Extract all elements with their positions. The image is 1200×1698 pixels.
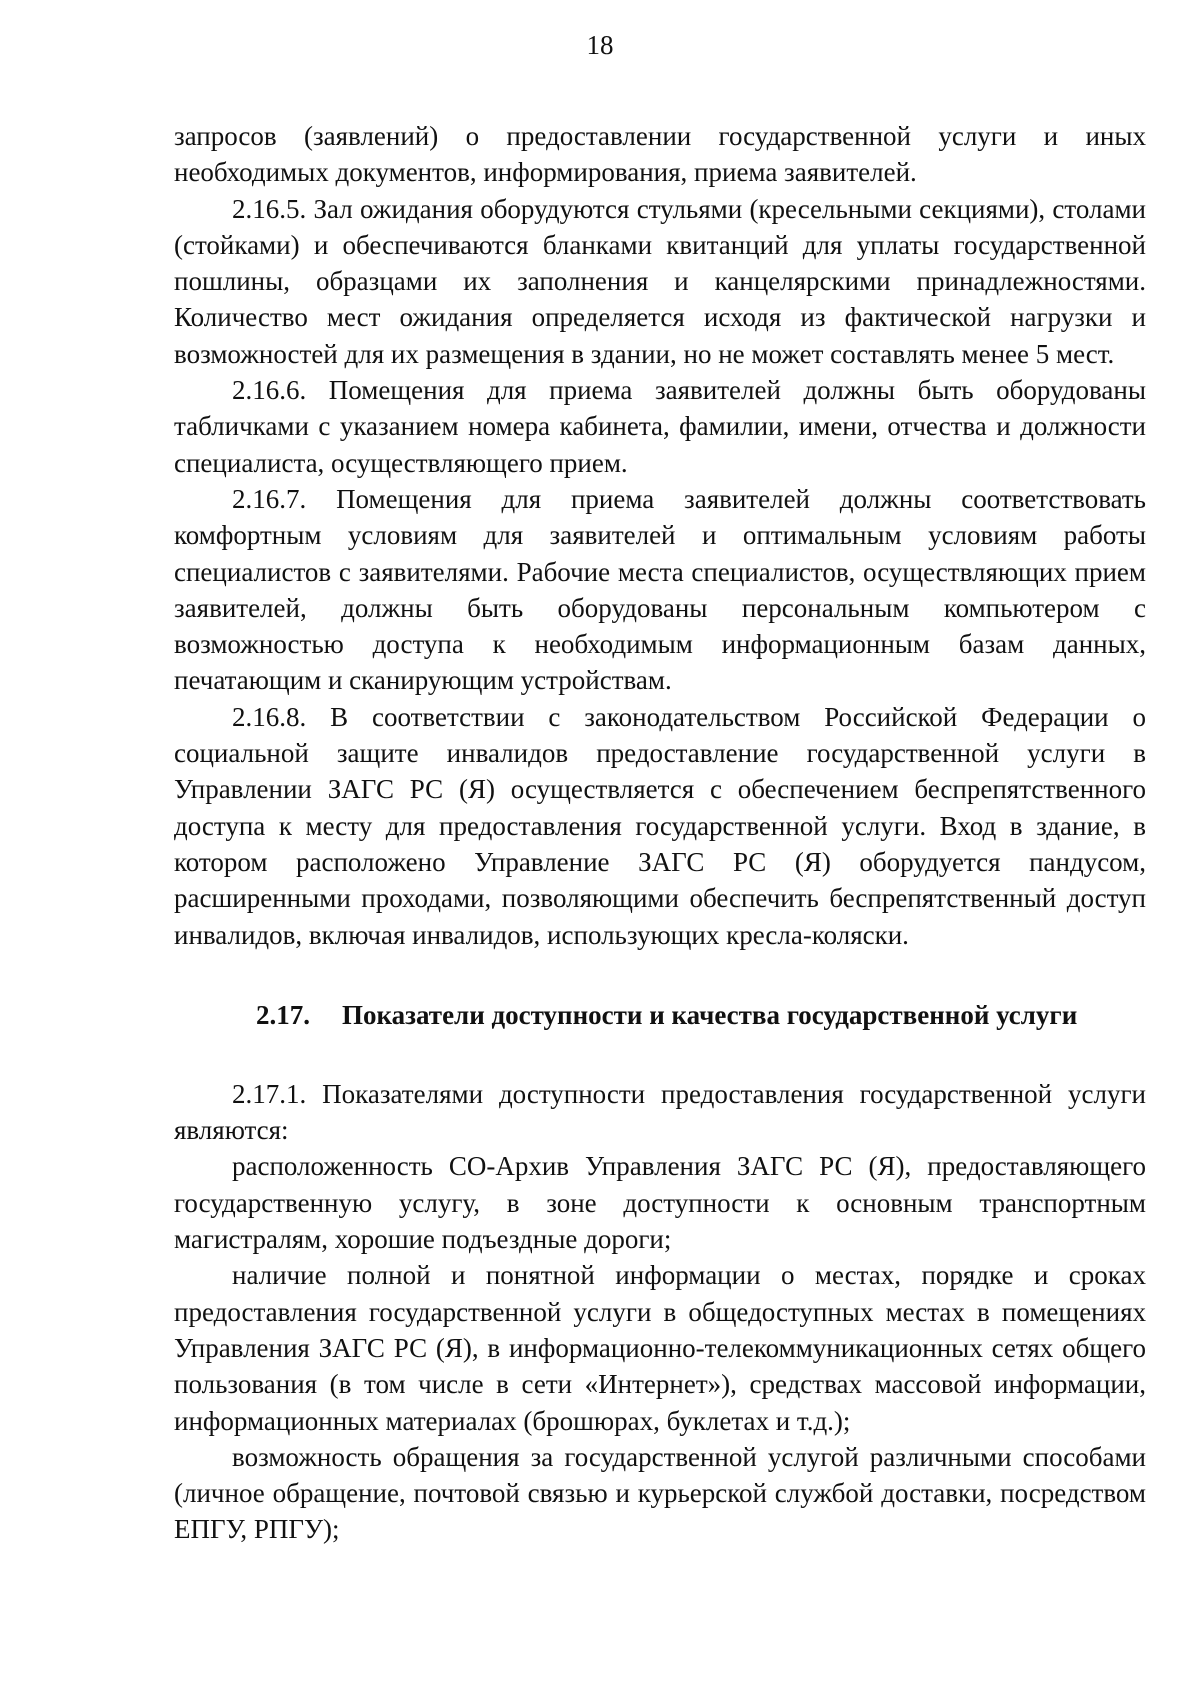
paragraph-2-16-8: 2.16.8. В соответствии с законодательством Российской Федерации о социальной защите инвалидов предоставление государственной услуги в Управлении ЗАГС РС (Я) осуществляется с обеспечением беспрепятственного доступа к месту для предоставления государственной услуги. Вход в здание, в котором расположено Управление ЗАГС РС (Я) оборудуется пандусом, расширенными проходами, позволяющими обеспечить беспрепятственный доступ инвалидов, включая инвалидов, использующих кресла-коляски. (174, 701, 1146, 950)
list-item-methods: возможность обращения за государственной услугой различными способами (личное обращение, почтовой связью и курьерской службой доставки, посредством ЕПГУ, РПГУ); (174, 1441, 1146, 1545)
paragraph-continuation: запросов (заявлений) о предоставлении государственной услуги и иных необходимых документов, информирования, приема заявителей. (174, 121, 1146, 188)
paragraph-2-16-7: 2.16.7. Помещения для приема заявителей должны соответствовать комфортным условиям для заявителей и оптимальным условиям работы специалистов с заявителями. Рабочие места специалистов, осуществляющих прием заявителей, должны быть оборудованы персональным компьютером с возможностью доступа к необходимым информационным базам данных, печатающим и сканирующим устройствам. (174, 483, 1146, 696)
section-number: 2.17. (256, 999, 310, 1030)
list-item-information: наличие полной и понятной информации о местах, порядке и сроках предоставления государственной услуги в общедоступных местах в помещениях Управления ЗАГС РС (Я), в информационно-телекоммуникационных сетях общего пользования (в том числе в сети «Интернет»), средствах массовой информации, информационных материалах (брошюрах, буклетах и т.д.); (174, 1260, 1146, 1436)
section-title: Показатели доступности и качества государственной услуги (342, 999, 1078, 1030)
paragraph-2-17-1: 2.17.1. Показателями доступности предоставления государственной услуги являются: (174, 1078, 1146, 1146)
paragraph-2-16-6: 2.16.6. Помещения для приема заявителей должны быть оборудованы табличками с указанием номера кабинета, фамилии, имени, отчества и должности специалиста, осуществляющего прием. (174, 375, 1146, 478)
document-body (174, 118, 1146, 1548)
list-item-location: расположенность СО-Архив Управления ЗАГС РС (Я), предоставляющего государственную услугу, в зоне доступности к основным транспортным магистралям, хорошие подъездные дороги; (174, 1151, 1146, 1255)
page-number: 18 (586, 30, 614, 60)
paragraph-2-16-5: 2.16.5. Зал ожидания оборудуются стульями (кресельными секциями), столами (стойками) и обеспечиваются бланками квитанций для уплаты государственной пошлины, образцами их заполнения и канцелярскими принадлежностями. Количество мест ожидания определяется исходя из фактической нагрузки и возможностей для их размещения в здании, но не может составлять менее 5 мест. (174, 193, 1146, 369)
section-heading (174, 997, 1146, 1033)
